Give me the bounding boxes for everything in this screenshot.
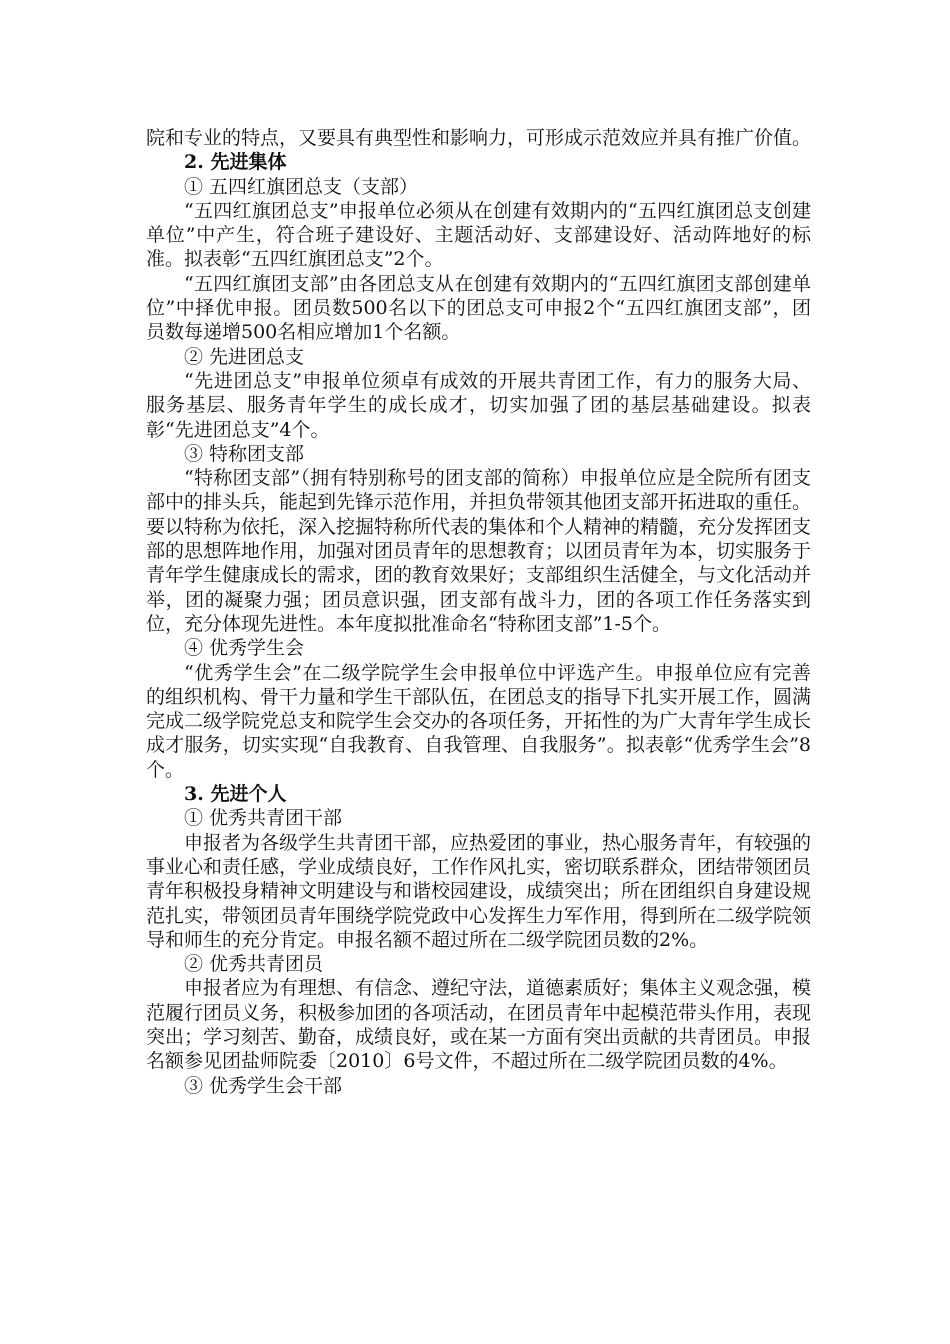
subheading-excellent-union-cadre: ③ 优秀学生会干部 — [184, 1074, 343, 1097]
paragraph-advanced-branch: “先进团总支”申报单位须卓有成效的开展共青团工作，有力的服务大局、服务基层、服务青年学生的成长成才，切实加强了团的基层基础建设。拟表彰“先进团总支”4个。 — [146, 369, 811, 441]
subheading-advanced-branch: ② 先进团总支 — [184, 345, 305, 368]
subheading-54-red-flag: ① 五四红旗团总支（支部） — [184, 175, 419, 198]
subheading-special-title-cell: ③ 特称团支部 — [184, 442, 305, 465]
paragraph-excellent-student-union: “优秀学生会”在二级学院学生会申报单位中评选产生。申报单位应有完善的组织机构、骨干力量和学生干部队伍，在团总支的指导下扎实开展工作，圆满完成二级学院党总支和院学生会交办的各项任务，开拓性的为广大青年学生成长成才服务，切实实现“自我教育、自我管理、自我服务”。拟表彰“优秀学生会”8个。 — [146, 661, 812, 781]
paragraph-54-red-flag-cell: “五四红旗团支部”由各团总支从在创建有效期内的“五四红旗团支部创建单位”中择优申报。团员数500名以下的团总支可申报2个“五四红旗团支部”，团员数每递增500名相应增加1个名额。 — [146, 272, 811, 344]
paragraph-excellent-league-cadre: 申报者为各级学生共青团干部，应热爱团的事业，热心服务青年，有较强的事业心和责任感，学业成绩良好，工作作风扎实，密切联系群众，团结带领团员青年积极投身精神文明建设与和谐校园建设，成绩突出；所在团组织自身建设规范扎实，带领团员青年围绕学院党政中心发挥生力军作用，得到所在二级学院领导和师生的充分肯定。申报名额不超过所在二级学院团员数的2%。 — [146, 831, 812, 951]
document-page — [146, 126, 811, 1098]
subheading-excellent-student-union: ④ 优秀学生会 — [184, 637, 305, 660]
paragraph-continuation: 院和专业的特点，又要具有典型性和影响力，可形成示范效应并具有推广价值。 — [146, 127, 812, 149]
section-heading-advanced-individuals: 3. 先进个人 — [184, 783, 287, 806]
paragraph-excellent-league-member: 申报者应为有理想、有信念、遵纪守法，道德素质好；集体主义观念强，模范履行团员义务，积极参加团的各项活动，在团员青年中起模范带头作用，表现突出；学习刻苦、勤奋，成绩良好，或在某一方面有突出贡献的共青团员。申报名额参见团盐师院委〔2010〕6号文件，不超过所在二级学院团员数的4%。 — [146, 977, 812, 1073]
subheading-excellent-league-cadre: ① 优秀共青团干部 — [184, 807, 343, 830]
subheading-excellent-league-member: ② 优秀共青团员 — [184, 953, 324, 976]
section-heading-advanced-collectives: 2. 先进集体 — [184, 151, 287, 174]
paragraph-special-title-cell: “特称团支部”（拥有特别称号的团支部的简称）申报单位应是全院所有团支部中的排头兵，能起到先锋示范作用，并担负带领其他团支部开拓进取的重任。要以特称为依托，深入挖掘特称所代表的集体和个人精神的精髓，充分发挥团支部的思想阵地作用，加强对团员青年的思想教育；以团员青年为本，切实服务于青年学生健康成长的需求，团的教育效果好；支部组织生活健全，与文化活动并举，团的凝聚力强；团员意识强，团支部有战斗力，团的各项工作任务落实到位，充分体现先进性。本年度拟批准命名“特称团支部”1-5个。 — [146, 467, 812, 635]
paragraph-54-red-flag-branch: “五四红旗团总支”申报单位必须从在创建有效期内的“五四红旗团总支创建单位”中产生，符合班子建设好、主题活动好、支部建设好、活动阵地好的标准。拟表彰“五四红旗团总支”2个。 — [146, 199, 811, 271]
